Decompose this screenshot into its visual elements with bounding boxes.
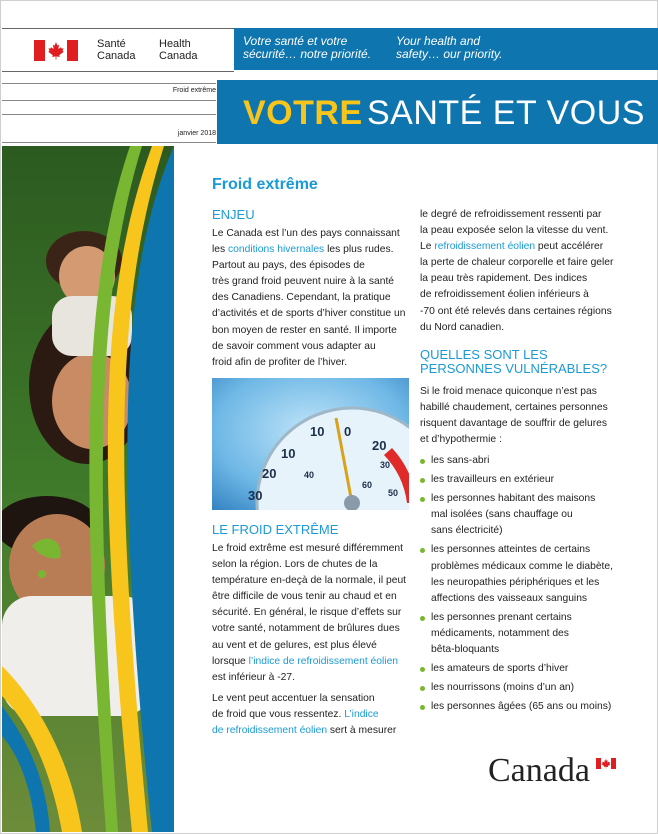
list-item-line: problèmes médicaux comme le diabète, [431, 560, 614, 572]
text-line: du Nord canadien. [420, 321, 505, 333]
list-item-line: les personnes prenant certains [431, 611, 572, 623]
list-item-line: les nourrissons (moins d’un an) [431, 682, 575, 694]
text-line [212, 723, 412, 739]
froid-paragraph-1 [212, 541, 412, 686]
list-item-line: les sans-abri [431, 455, 490, 466]
list-item [420, 699, 620, 715]
thermo-label: 60 [362, 480, 373, 490]
text-line: -70 ont été relevés dans certaines régions [420, 305, 612, 317]
thermometer-image [212, 378, 409, 510]
text-line: sécurité. En général, le risque d’effets sur [212, 607, 402, 619]
text-line: la peau très rapidement. Des indices [420, 273, 588, 285]
dept-name-en: Health Canada [159, 38, 198, 62]
text-segment: Le [420, 241, 435, 253]
text-line: température en-deçà de la normale, il peut [212, 575, 407, 587]
inline-link[interactable]: refroidissement éolien [434, 241, 536, 253]
section-heading-vulnerable: QUELLES SONT LES PERSONNES VULNÉRABLES? [420, 347, 608, 376]
text-line: de refroidissement éolien inférieurs à [420, 289, 589, 301]
title-part-2: SANTÉ ET VOUS [367, 94, 645, 132]
list-item-line: médicaments, notamment des [431, 627, 569, 639]
list-item-line: les amateurs de sports d’hiver [431, 663, 569, 675]
slogan-fr: Votre santé et votre sécurité… notre priorité. [243, 34, 372, 61]
article-heading: Froid extrême [212, 176, 318, 193]
thermo-label: 10 [310, 424, 325, 439]
bullet-icon [420, 667, 425, 672]
text-segment: les [212, 244, 229, 256]
text-line: Le Canada est l’un des pays connaissant [212, 228, 400, 239]
text-line: Le froid extrême est mesuré différemment [212, 543, 403, 554]
meta-divider [2, 114, 216, 115]
text-line: est inférieur à -27. [212, 671, 295, 683]
bullet-icon [420, 548, 425, 553]
bullet-icon [420, 616, 425, 621]
text-line: habillé chaudement, certaines personnes [420, 402, 608, 414]
vulnerable-intro [420, 384, 635, 448]
thermo-label: 20 [262, 466, 277, 481]
meta-topic: Froid extrême [172, 87, 216, 94]
list-item [420, 453, 620, 469]
slogan-bar [234, 28, 658, 70]
title-part-1: VOTRE [243, 94, 363, 132]
text-line: et d’hypothermie : [420, 434, 502, 446]
text-line [212, 242, 412, 258]
inline-link[interactable]: l’indice de refroidissement éolien [248, 655, 399, 667]
family-photo [2, 146, 174, 832]
meta-divider [2, 100, 216, 101]
bullet-icon [420, 478, 425, 483]
list-item-line: bêta-bloquants [431, 644, 500, 656]
text-line: selon la région. Lors de chutes de la [212, 559, 378, 571]
list-item-line: sans électricité) [431, 525, 503, 537]
text-segment: peut accélérer [535, 241, 604, 253]
thermo-label: 0 [344, 424, 352, 439]
thermo-label: 10 [281, 446, 296, 461]
windchill-paragraph [420, 207, 635, 336]
text-line: Le vent peut accentuer la sensation [212, 693, 375, 704]
text-line: votre santé, notamment de brûlures dues [212, 623, 400, 635]
text-segment: les plus rudes. [324, 244, 394, 256]
text-line: Si le froid menace quiconque n’est pas [420, 386, 597, 397]
meta-date: janvier 2018 [177, 130, 216, 137]
gov-identifier [2, 28, 234, 72]
dept-name-fr: Santé Canada [97, 38, 136, 62]
text-segment: sert à mesurer [327, 725, 397, 737]
thermo-label: 30 [380, 460, 391, 470]
thermo-label: 40 [304, 470, 315, 480]
text-segment: lorsque [212, 655, 249, 667]
enjeu-paragraph [212, 226, 412, 371]
text-line: des Canadiens. Cependant, la pratique [212, 292, 391, 304]
text-line: risquent davantage de souffrir de gelures [420, 418, 607, 430]
bullet-icon [420, 686, 425, 691]
inline-link[interactable]: conditions hivernales [228, 244, 325, 256]
meta-divider [2, 83, 216, 84]
text-segment: de froid que vous ressentez. [212, 709, 345, 721]
inline-link[interactable]: L’indice [344, 709, 379, 721]
list-item [420, 491, 620, 539]
list-item-line: les personnes âgées (65 ans ou moins) [431, 701, 612, 713]
text-line: le degré de refroidissement ressenti par [420, 209, 602, 220]
list-item [420, 610, 620, 658]
list-item [420, 661, 620, 677]
text-line: au vent et de gelures, est plus élevé [212, 639, 377, 651]
list-item-line: mal isolées (sans chauffage ou [431, 509, 573, 521]
thermo-label: 20 [372, 438, 387, 453]
text-line: bon moyen de rester en santé. Il importe [212, 324, 397, 336]
list-item-line: les travailleurs en extérieur [431, 474, 555, 486]
text-line: être difficile de vous tenir au chaud et en [212, 591, 397, 603]
section-heading-enjeu: ENJEU [212, 207, 255, 222]
list-item [420, 680, 620, 696]
section-heading-froid: LE FROID EXTRÊME [212, 522, 339, 537]
text-line: Partout au pays, des épisodes de [212, 260, 365, 272]
froid-paragraph-2 [212, 691, 412, 739]
list-item [420, 542, 620, 606]
canada-flag-icon [34, 40, 78, 61]
text-line: d’activités et de sports d’hiver constitue un [212, 308, 406, 320]
text-line [212, 654, 412, 670]
thermo-label: 30 [248, 488, 263, 503]
bullet-icon [420, 459, 425, 464]
list-item-line: les personnes atteintes de certains [431, 544, 591, 556]
canada-wordmark: Canada [488, 752, 590, 789]
publication-title [217, 80, 658, 144]
text-line [420, 239, 635, 255]
text-line: de savoir comment vous adapter au [212, 340, 376, 352]
thermo-label: 50 [388, 488, 399, 498]
text-line [212, 707, 412, 723]
list-item-line: les personnes habitant des maisons [431, 493, 596, 505]
slogan-en: Your health and safety… our priority. [396, 34, 503, 61]
bullet-icon [420, 497, 425, 502]
text-line: la peau exposée selon la vitesse du vent. [420, 225, 609, 237]
list-item-line: affections des vaisseaux sanguins [431, 592, 588, 604]
bullet-icon [420, 705, 425, 710]
text-line: froid afin de profiter de l’hiver. [212, 356, 348, 368]
vulnerable-list [420, 453, 620, 718]
list-item-line: les neuropathies périphériques et les [431, 576, 600, 588]
meta-divider [2, 142, 216, 143]
inline-link[interactable]: de refroidissement éolien [212, 725, 328, 737]
text-line: très grand froid peuvent nuire à la santé [212, 276, 395, 288]
gov-banner [0, 28, 658, 70]
list-item [420, 472, 620, 488]
wordmark-flag-icon [596, 758, 616, 769]
text-line: la perte de chaleur corporelle et faire geler [420, 257, 614, 269]
